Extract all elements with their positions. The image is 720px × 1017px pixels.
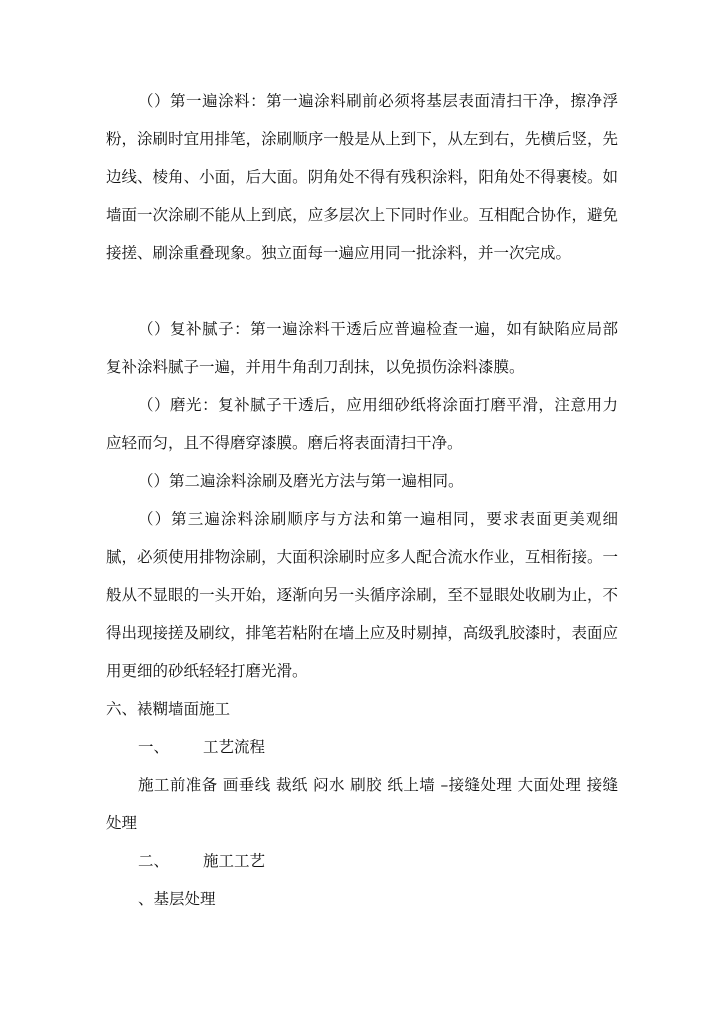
subsection-number: 二、 [138, 852, 170, 870]
section-heading: 六、裱糊墙面施工 [106, 700, 231, 718]
paragraph-sanding: （）磨光：复补腻子干透后，应用细砂纸将涂面打磨平滑，注意用力应轻而匀，且不得磨穿漆膜。磨后将表面清扫干净。 [106, 396, 618, 452]
sub-item-base-treatment: 、基层处理 [138, 890, 216, 908]
subsection-title: 工艺流程 [203, 738, 266, 756]
subsection-title: 施工工艺 [203, 852, 266, 870]
paragraph-putty-repair: （）复补腻子：第一遍涂料干透后应普遍检查一遍，如有缺陷应局部复补涂料腻子一遍，并用牛角刮刀刮抹，以免损伤涂料漆膜。 [106, 320, 618, 376]
paragraph-first-coat: （）第一遍涂料：第一遍涂料刷前必须将基层表面清扫干净，擦净浮粉，涂刷时宜用排笔，涂刷顺序一般是从上到下，从左到右，先横后竖，先边线、棱角、小面，后大面。阴角处不得有残积涂料，阳角处不得裹棱。如墙面一次涂刷不能从上到底，应多层次上下同时作业。互相配合协作，避免接搓、刷涂重叠现象。独立面每一遍应用同一批涂料，并一次完成。 [106, 92, 618, 262]
paragraph-process-flow: 施工前准备 画垂线 裁纸 闷水 刷胶 纸上墙 –接缝处理 大面处理 接缝处理 [106, 776, 618, 832]
subsection-craft-heading [138, 842, 265, 880]
subsection-process-heading [138, 728, 265, 766]
subsection-number: 一、 [138, 738, 170, 756]
paragraph-second-coat: （）第二遍涂料涂刷及磨光方法与第一遍相同。 [138, 472, 464, 490]
paragraph-third-coat: （）第三遍涂料涂刷顺序与方法和第一遍相同，要求表面更美观细腻，必须使用排物涂刷，大面积涂刷时应多人配合流水作业，互相衔接。一般从不显眼的一头开始，逐渐向另一头循序涂刷，至不显眼处收刷为止，不得出现接搓及刷纹，排笔若粘附在墙上应及时剔掉，高级乳胶漆时，表面应用更细的砂纸轻轻打磨光滑。 [106, 510, 618, 680]
